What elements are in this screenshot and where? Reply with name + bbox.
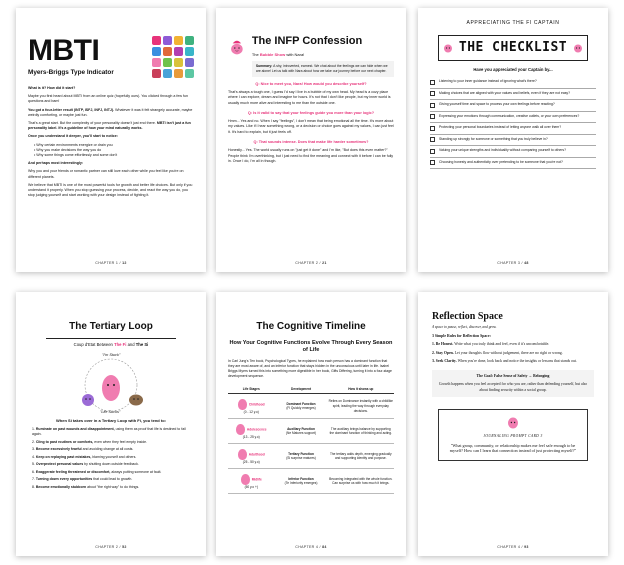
goal-text: Growth happens when you feel accepted for who you are, rather than defending yourself, but also about finding security within a social group. [438, 382, 588, 392]
interview-answer: Honestly... Yes. The world usually runs on "just get it done" and I'm like, "But does this even matter?" People think I'm overthinking, but I just need to find the meaning and connect with it before I can be fully in. Once I do, I'm all in though. [228, 148, 394, 163]
checklist-kicker: APPRECIATING THE FI CAPTAIN [466, 20, 560, 26]
infp-header [228, 30, 394, 77]
journaling-prompt-card [438, 409, 588, 461]
list-item: 3. Seek Clarity. When you're done, look back and notice the insights or lessons that stands out. [432, 359, 577, 364]
mbti-para1: Maybe you first heard about MBTI from an online quiz (hopefully ours). You clicked through a few fun questions and bam! [28, 94, 189, 104]
checklist-question: Have you appreciated your Captain by... [473, 67, 553, 73]
table-header: Life Stages [228, 385, 274, 394]
reflection-steps-heading: 3 Simple Rules for Reflection Space: [432, 333, 491, 338]
mbti-heading2: And perhaps most interestingly: [28, 161, 84, 166]
timeline-intro: In Carl Jung's Ten book, Psychological Types, he explained how each person has a dominant function that they are most aware of, and an inferior function that stays hidden in the unconscious until later in life. Isabel Briggs Myers turned this into something more digestible in her book, Gifts Differing, turning it into a four-stage development sequence. [228, 359, 392, 378]
mbti-title: MBTI [28, 34, 100, 67]
interview-question: Q: Is it valid to say that your feelings guide you more than your logic? [247, 110, 375, 115]
page-cognitive-timeline [216, 292, 406, 556]
table-header-row [228, 385, 394, 394]
pink-creature-icon [228, 30, 246, 64]
mbti-heading: What is it? How did it start? [28, 86, 76, 90]
prompt-text: "What group, community, or relationship makes me feel safe enough to be myself? How can I learn that connection instead of just protecting myself?" [449, 442, 577, 454]
page-tertiary-loop [16, 292, 206, 556]
infp-summary: Summary: A shy, introverted, earnest. We chat about the feelings we can hide when we are alone! Let us talk with Nara about how we take our journey before our next chapter. [252, 61, 394, 77]
checklist-item: Giving yourself time and space to process your own feelings before reacting? [430, 100, 596, 112]
list-item: • Why some things come effortlessly and some don't [34, 153, 194, 158]
reflection-title: Reflection Space [432, 311, 503, 322]
list-item: 7. Turning down every opportunities that could lead to growth. [32, 477, 133, 482]
timeline-title: The Cognitive Timeline [256, 321, 366, 332]
checkbox[interactable] [430, 103, 435, 108]
page-infp-confession [216, 8, 406, 272]
mbti-subtitle: Myers-Briggs Type Indicator [28, 69, 114, 76]
tertiary-heading: When Si takes over in a Tertiary Loop with Fi, you tend to: [56, 417, 166, 423]
list-item: • Why you make decisions the way you do [34, 148, 194, 153]
pink-creature-icon [241, 474, 250, 485]
pink-creature-icon [236, 424, 245, 435]
tertiary-list [32, 427, 194, 489]
table-row: Midlife (50 y.o +) Inferior Function (Te Inferiority emerges) Becoming integrated with the whole function. Can surprise us with how much it brings. [228, 469, 394, 494]
mbti-para5: We believe that MBTI is one of the most powerful tools for growth and better life choices. But only if you understand it properly. When you stop guessing your process, decide, and react the way you do, you stop judging yourself and start working with your design instead of fighting it. [28, 182, 193, 198]
tertiary-subtitle: Coup d'Etat Between The Fi and The Si [73, 341, 149, 347]
prompt-label: JOURNALING PROMPT CARD 3 [483, 434, 543, 439]
list-item: 2. Cling to past routines or comforts, even when they feel empty inside. [32, 439, 147, 444]
list-item: 5. Overprotect personal values by shutting down outside feedback. [32, 462, 139, 467]
checklist-item: Listening to your inner guidance instead of ignoring what's there? [430, 77, 596, 89]
interview-answer: That's always a tough one, I guess I'd say I live in a bubble of my own head. My head is a cozy place where I can explore, dream and imagine for hours. It's not that I don't like people, but my inner world is usually much more alive and interesting to me than the outside one. [228, 90, 391, 105]
divider [46, 338, 176, 339]
list-item: 2. Stay Open. Let your thoughts flow without judgement, there are no right or wrong. [432, 350, 563, 355]
checkbox[interactable] [430, 91, 435, 96]
tertiary-title: The Tertiary Loop [69, 321, 153, 332]
timeline-subtitle: How Your Cognitive Functions Evolve Through Every Season of Life [229, 339, 393, 353]
infp-subtitle: The Bubble Show with Nara! [251, 51, 305, 57]
list-item: 8. Become emotionally stubborn about "the right way" to do things. [32, 484, 140, 489]
goal-heading: The Goal: False Sense of Safety → Belonging [476, 373, 550, 378]
page-footer: CHAPTER 3 / 48 [497, 260, 529, 265]
table-row: Childhood (0 - 12 y.o) Dominant Function (Fi Quickly emerges) Relies on Dominance instantly with a childlike spirit, leading the way through everyday decisions. [228, 394, 394, 419]
interview-answer: Hmm... Yes and no. When I say "feelings", I don't mean that being emotional all the time. It's more about my values. Like if I hear something wrong, or a decision or choice goes against my values, I can just feel it. It's hard to explain, but it just feels off. [228, 119, 394, 134]
page-footer: CHAPTER 4 / 93 [497, 544, 529, 549]
list-item: 1. Be Honest. Write what you truly think and feel, even if it's uncomfortable. [432, 342, 550, 347]
pink-creature-icon [506, 415, 520, 429]
mbti-para4: Why you and your friends or romantic partner can still love each other while you feel like you're on different planets. [28, 169, 184, 179]
pink-creature-icon [238, 449, 247, 460]
loop-illustration [28, 352, 194, 418]
mbti-para2: You got a four-letter result (INTP, ISFJ, INFJ, INTJ). Whatever it was it felt strangely accurate, maybe weirdly comforting, or maybe just fun. [28, 107, 193, 117]
checklist-item: Valuing your unique strengths and individuality without comparing yourself to others? [430, 146, 596, 158]
mbti-header [28, 36, 194, 78]
page-reflection-space [418, 292, 608, 556]
checklist-item: Making choices that are aligned with your values and beliefs, even if they are not easy? [430, 89, 596, 101]
list-item: 6. Exaggerate feeling threatened or discomfort, always putting someone at fault. [32, 469, 162, 474]
checklist-item: Choosing honesty and authenticity over pretending to be someone that you're not? [430, 158, 596, 170]
table-row: Adulthood (25 - 50 y.o) Tertiary Function (Si surprise matures) The tertiary adds depth, emerging gradually and supporting identity and purpose. [228, 444, 394, 469]
list-item: • Why certain environments energize or drain you [34, 143, 194, 148]
page-mbti [16, 8, 206, 272]
list-item: 4. Keep on replaying past mistakes, blaming yourself and others. [32, 454, 137, 459]
interview-question: Q: That sounds intense. Does that make life harder sometimes? [253, 139, 369, 144]
page-footer: CHAPTER 2 / 52 [95, 544, 127, 549]
list-item: 1. Ruminate on past wounds and disappointment, using them as proof that life is destined to fail again. [32, 427, 186, 437]
table-header: How it shows up [328, 385, 394, 394]
reflection-subtitle: A space to pause, reflect, discover, and grow. [432, 324, 497, 329]
checklist-item: Expressing your emotions through communication, creative outlets, or your own preferences? [430, 112, 596, 124]
table-row: Adolescence (13 - 25 y.o) Auxiliary Function (Ne Matures support) The auxiliary brings balance by supporting the dominant function of thinking and acting. [228, 419, 394, 444]
pink-creature-icon [573, 43, 583, 53]
checkbox[interactable] [430, 149, 435, 154]
checklist-list [430, 77, 596, 169]
page-footer: CHAPTER 4 / 84 [295, 544, 327, 549]
goal-box [432, 370, 594, 398]
checklist-item: Standing up strongly for someone or something that you truly believe in? [430, 135, 596, 147]
checkbox[interactable] [430, 80, 435, 85]
interview-question: Q: Nice to meet you, Nara! How would you describe yourself? [255, 81, 367, 86]
page-footer: CHAPTER 1 / 12 [95, 260, 127, 265]
checklist-title-box [438, 35, 588, 61]
pink-creature-icon [238, 399, 247, 410]
infp-title: The INFP Confession [251, 35, 363, 47]
table-header: Development [274, 385, 327, 394]
checkbox[interactable] [430, 114, 435, 119]
timeline-table [228, 385, 394, 495]
checkbox[interactable] [430, 137, 435, 142]
mbti-list-heading: Once you understand it deeper, you'll start to notice: [28, 134, 118, 139]
page-checklist [418, 8, 608, 272]
pink-creature-icon [443, 43, 453, 53]
page-footer: CHAPTER 2 / 21 [295, 260, 327, 265]
checklist-title: THE CHECKLIST [458, 39, 568, 55]
mbti-bullet-list [34, 143, 194, 159]
checklist-item: Protecting your personal boundaries instead of letting anyone walk all over them? [430, 123, 596, 135]
checkbox[interactable] [430, 160, 435, 165]
checkbox[interactable] [430, 126, 435, 131]
mbti-character-grid-icon [152, 36, 194, 78]
bubble-life: "Life Sucks" [100, 409, 121, 414]
list-item: 3. Become excessively fearful and avoiding change at all costs. [32, 447, 134, 452]
bubble-stuck: "I'm Stuck" [102, 352, 121, 357]
loop-diagram [28, 352, 194, 418]
reflection-steps [432, 342, 594, 365]
mbti-para3: That's a great start. But the complexity of your personality doesn't just end there. MBTI isn't just a fun personality label. It's a guideline of how your mind naturally works. [28, 121, 191, 131]
